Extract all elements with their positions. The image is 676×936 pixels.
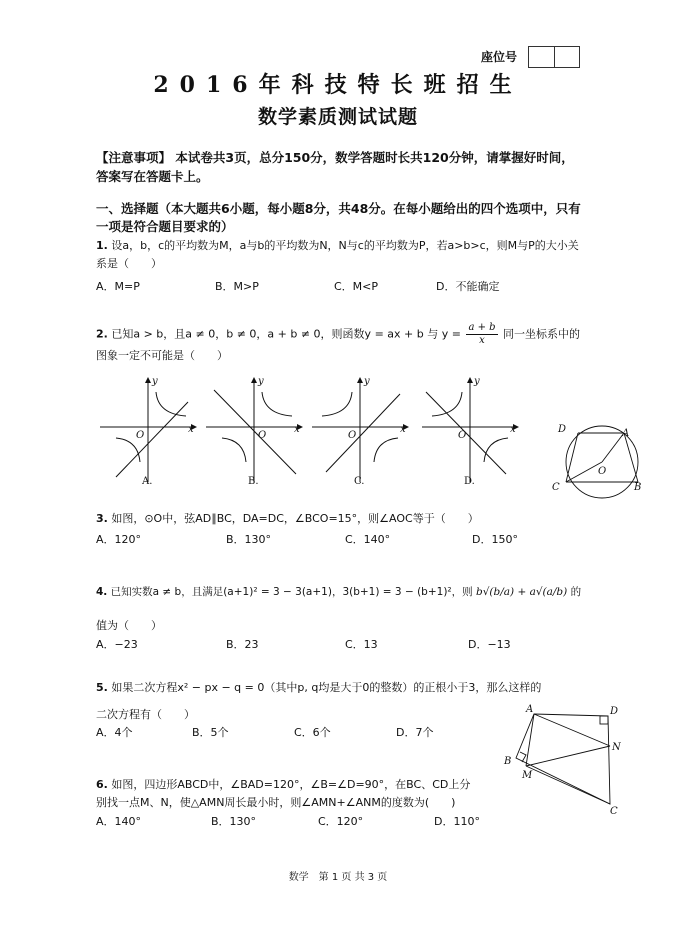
origin-label: O (458, 430, 467, 441)
question-text-continued: 同一坐标系中的 (503, 327, 581, 341)
origin-label: O (258, 430, 267, 441)
graph-label-a: A. (142, 476, 153, 487)
graph-b (206, 378, 302, 482)
axis-y-label: y (258, 376, 264, 387)
question-4-line2: 值为（ ） (96, 619, 162, 632)
origin-label: O (136, 430, 145, 441)
question-number: 1. (96, 239, 108, 252)
point-m-label: M (522, 770, 533, 781)
point-d-label: D (558, 424, 567, 435)
point-c-label: C (552, 482, 560, 493)
axis-y-label: y (364, 376, 370, 387)
option-a: A．M=P (96, 280, 140, 293)
question-3 (96, 510, 556, 528)
question-text-continued: 的 (570, 586, 582, 598)
question-4 (96, 583, 586, 601)
point-c-label: C (610, 806, 618, 817)
option-a: A．4个 (96, 726, 133, 739)
exam-subtitle: 数学素质测试试题 (257, 106, 418, 128)
function-graphs (96, 372, 526, 490)
axis-x-label: x (294, 424, 300, 435)
point-a-label: A (622, 428, 630, 439)
option-c: C．M<P (334, 280, 379, 293)
option-b: B．130° (226, 533, 272, 546)
option-d: D．不能确定 (436, 280, 500, 293)
question-number: 3. (96, 512, 108, 525)
question-2-line2: 图象一定不可能是（ ） (96, 349, 228, 362)
notice-label: 【注意事项】 (96, 150, 172, 165)
option-b: B．130° (211, 815, 257, 828)
option-b: B．23 (226, 638, 259, 651)
question-text: 如果二次方程x² − px − q = 0（其中p, q均是大于0的整数）的正根小于3，那么这样的 (111, 681, 542, 694)
seat-number-box (528, 46, 580, 68)
graph-c (312, 378, 408, 482)
option-d: D．7个 (396, 726, 434, 739)
option-a: A．140° (96, 815, 142, 828)
question-number: 6. (96, 778, 108, 791)
point-a-label: A (526, 704, 534, 715)
option-d: D．−13 (468, 638, 511, 651)
graph-label-d: D. (464, 476, 475, 487)
option-b: B．5个 (192, 726, 229, 739)
question-text: 如图，⊙O中，弦AD∥BC，DA=DC，∠BCO=15°，则∠AOC等于（ ） (111, 512, 479, 525)
seat-number-label: 座位号 (481, 50, 518, 64)
question-1 (96, 237, 586, 273)
option-a: A．−23 (96, 638, 138, 651)
page-footer: 数学 第 1 页 共 3 页 (288, 872, 388, 883)
question-text: 已知a > b，且a ≠ 0，b ≠ 0，a + b ≠ 0，则函数y = ax + b 与 y = (111, 327, 461, 341)
point-o-label: O (598, 466, 607, 477)
option-b: B．M>P (215, 280, 259, 293)
option-c: C．140° (345, 533, 391, 546)
axis-y-label: y (474, 376, 480, 387)
option-c: C．13 (345, 638, 378, 651)
question-2 (96, 322, 596, 347)
exam-title: 2016年科技特长班招生 (153, 72, 523, 98)
graph-a (100, 378, 196, 482)
option-c: C．120° (318, 815, 364, 828)
origin-label: O (348, 430, 357, 441)
notice (96, 148, 586, 186)
question-5-line2: 二次方程有（ ） (96, 708, 195, 721)
point-n-label: N (612, 742, 621, 753)
seat-cell (555, 47, 580, 67)
question-number: 4. (96, 586, 108, 598)
question-number: 2. (96, 327, 108, 341)
point-b-label: B (504, 756, 512, 767)
axis-y-label: y (152, 376, 158, 387)
fraction (466, 322, 497, 347)
option-c: C．6个 (294, 726, 331, 739)
point-d-label: D (610, 706, 619, 717)
point-b-label: B (634, 482, 642, 493)
graph-label-b: B. (248, 476, 259, 487)
question-text: 设a，b，c的平均数为M，a与b的平均数为N，N与c的平均数为P，若a>b>c，则M与P的大小关系是（ ） (96, 239, 579, 270)
axis-x-label: x (510, 424, 516, 435)
section-heading: 一、选择题（本大题共6小题，每小题8分，共48分。在每小题给出的四个选项中，只有一项是符合题目要求的） (96, 201, 581, 234)
notice-text: 本试卷共3页，总分150分，数学答题时长共120分钟，请掌握好时间，答案写在答题卡上。 (96, 150, 574, 184)
fraction-numerator: a + b (468, 322, 496, 333)
option-d: D．110° (434, 815, 480, 828)
seat-cell (529, 47, 555, 67)
circle-figure (548, 418, 652, 502)
graph-d (422, 378, 518, 482)
question-number: 5. (96, 681, 108, 694)
graph-label-c: C. (354, 476, 365, 487)
expression: b√(b/a) + a√(a/b) (475, 586, 568, 598)
question-text: 已知实数a ≠ b，且满足(a+1)² = 3 − 3(a+1)，3(b+1) = 3 − (b+1)²，则 (110, 586, 473, 598)
option-d: D．150° (472, 533, 518, 546)
quadrilateral-figure (498, 700, 630, 818)
fraction-denominator: x (479, 335, 485, 346)
question-6 (96, 776, 516, 794)
question-text: 如图，四边形ABCD中，∠BAD=120°，∠B=∠D=90°，在BC、CD上分 (111, 778, 471, 791)
axis-x-label: x (400, 424, 406, 435)
axis-x-label: x (188, 424, 194, 435)
question-6-line2: 别找一点M、N，使△AMN周长最小时，则∠AMN+∠ANM的度数为( ) (96, 796, 456, 809)
option-a: A．120° (96, 533, 142, 546)
question-5 (96, 679, 586, 697)
